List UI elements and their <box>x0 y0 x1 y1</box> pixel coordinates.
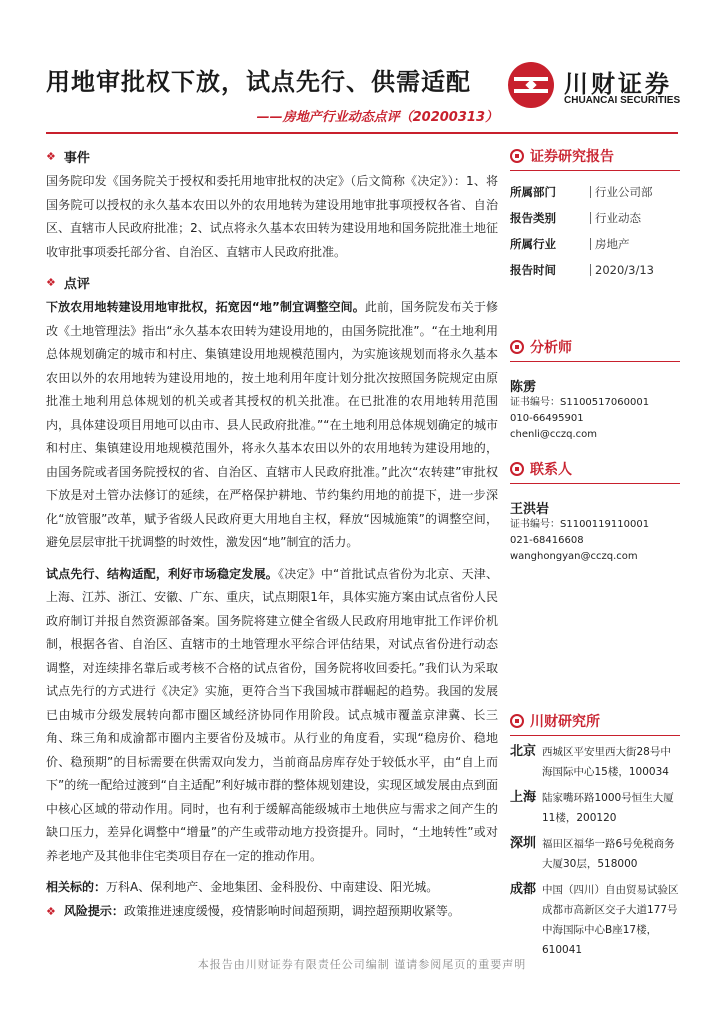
institute-heading-label: 川财研究所 <box>530 714 600 730</box>
report-icon <box>510 149 524 163</box>
contact-phone: 021-68416608 <box>510 535 584 546</box>
office-city: 成都 <box>510 882 537 897</box>
report-info-heading-label: 证券研究报告 <box>530 149 614 165</box>
risk-label: 风险提示： <box>63 903 124 918</box>
risk-text: 政策推进速度缓慢，疫情影响时间超预期，调控超预期收紧等。 <box>123 903 460 918</box>
sidebar <box>510 146 680 960</box>
report-info-list <box>510 179 680 283</box>
contact-icon <box>510 462 524 476</box>
analyst-heading <box>510 337 680 357</box>
contact-name: 王洪岩 <box>510 502 550 517</box>
company-logo <box>508 62 681 108</box>
related-label: 相关标的： <box>46 880 107 894</box>
comment-p1-lead: 下放农用地转建设用地审批权，拓宽因“地”制宜调整空间。 <box>46 300 365 314</box>
office-address: 福田区福华一路6号免税商务大厦30层，518000 <box>542 838 675 870</box>
event-paragraph: 国务院印发《国务院关于授权和委托用地审批权的决定》（后文简称《决定》）：1、将国务院可以授权的永久基本农田以外的农用地转为建设用地审批事项授权各省、自治区、直辖市人民政府批准；2、试点将永久基本农田转为建设用地和国务院批准土地征收审批事项委托部分省、自治区、直辖市人民政府批准。 <box>46 174 498 259</box>
info-row <box>510 231 680 257</box>
analyst-name: 陈雳 <box>510 380 537 395</box>
info-value: 房地产 <box>590 238 630 250</box>
comment-heading-label: 点评 <box>63 276 90 292</box>
office-city: 上海 <box>510 790 537 805</box>
logo-mark-icon <box>508 62 554 108</box>
analyst-heading-label: 分析师 <box>530 340 572 356</box>
comment-paragraph-1 <box>46 296 498 555</box>
analyst-phone: 010-66495901 <box>510 413 584 424</box>
analyst-email[interactable]: chenli@cczq.com <box>510 429 598 440</box>
comment-paragraph-2 <box>46 563 498 869</box>
diamond-bullet-icon: ❖ <box>46 275 56 289</box>
related-stocks <box>46 876 498 900</box>
contact-heading-label: 联系人 <box>530 462 572 478</box>
diamond-bullet-icon: ❖ <box>46 149 56 163</box>
report-subtitle: ——房地产行业动态点评（20200313） <box>256 110 498 125</box>
info-key: 报告类别 <box>510 211 556 225</box>
footer-disclaimer: 本报告由川财证券有限责任公司编制 谨请参阅尾页的重要声明 <box>197 958 527 971</box>
report-title: 用地审批权下放，试点先行、供需适配 <box>46 67 471 96</box>
related-list: 万科A、保利地产、金地集团、金科股份、中南建设、阳光城。 <box>106 880 439 894</box>
comment-heading <box>46 272 498 292</box>
analyst-icon <box>510 340 524 354</box>
office-entry <box>510 880 680 960</box>
comment-p2-body: 《决定》中“首批试点省份为北京、天津、上海、江苏、浙江、安徽、广东、重庆，试点期限1年，具体实施方案由试点省份人民政府制订并报自然资源部备案。国务院将建立健全省级人民政府用地审批工作评价机制，根据各省、自治区、直辖市的土地管理水平综合评估结果，对试点省份进行动态调整，对连续排名靠后或考核不合格的试点省份，国务院将收回委托。”我们认为采取试点先行的方式进行《决定》实施，更符合当下我国城市群崛起的趋势。我国的发展已由城市分级发展转向都市圈区域经济协同作用阶段。试点城市覆盖京津冀、长三角、珠三角和成渝都市圈内主要省份及城市。从行业的角度看，实现“稳房价、稳地价、稳预期”的目标需要在供需双向发力，当前商品房库存处于较低水平，由“自上而下”的统一配给过渡到“自主适配”利好城市群的整体规划建设，实现区域发展由点到面中核心区域的带动作用。同时，也有利于缓解高能级城市土地供应与需求之间产生的缺口压力，差异化调整中“增量”的产生或带动地方投资提升。同时，“土地转性”或对养老地产及其他非住宅类项目存在一定的推动作用。 <box>46 566 498 863</box>
info-value: 行业动态 <box>590 212 641 224</box>
contact-heading <box>510 459 680 479</box>
office-entry <box>510 834 680 874</box>
info-key: 所属部门 <box>510 185 556 199</box>
info-key: 所属行业 <box>510 237 556 251</box>
info-value: 2020/3/13 <box>590 264 654 276</box>
institute-heading <box>510 711 680 731</box>
header-divider <box>46 132 678 134</box>
comment-p2-lead: 试点先行、结构适配，利好市场稳定发展。 <box>46 566 278 581</box>
institute-icon <box>510 714 524 728</box>
diamond-bullet-icon: ❖ <box>46 904 56 918</box>
info-row <box>510 205 680 231</box>
info-key: 报告时间 <box>510 263 556 277</box>
analyst-cert: 证书编号：S1100517060001 <box>510 397 650 408</box>
sidebar-divider <box>510 483 680 484</box>
sidebar-divider <box>510 361 680 362</box>
office-city: 北京 <box>510 744 537 759</box>
report-info-heading <box>510 146 680 166</box>
office-entry <box>510 742 680 782</box>
comment-p1-body: 此前，国务院发布关于修改《土地管理法》指出“永久基本农田转为建设用地的，由国务院批准”。“在土地利用总体规划确定的城市和村庄、集镇建设用地规模范围内，为实施该规划而将永久基本农田以外的农用地转为建设用地的，按土地利用年度计划分批次按照国务院规定由原批准土地利用总体规划的机关或者其授权的机关批准。在已批准的农用地转用范围内，具体建设项目用地可以由市、县人民政府批准。”“在土地利用总体规划确定的城市和村庄、集镇建设用地规模范围外，将永久基本农田以外的农用地转为建设用地的，由国务院或者国务院授权的省、自治区、直辖市人民政府批准。”此次“农转建”审批权下放是对土管办法修订的延续，在严格保护耕地、节约集约用地的前提下，进一步深化“放管服”改革，赋予省级人民政府更大用地自主权，释放“因城施策”的调整空间，避免层层审批干扰调整的时效性，激发因“地”制宜的活力。 <box>46 300 498 549</box>
event-heading-label: 事件 <box>63 150 90 166</box>
logo-en-text: CHUANCAI SECURITIES <box>564 95 681 106</box>
contact-email[interactable]: wanghongyan@cczq.com <box>510 551 638 562</box>
info-row <box>510 257 680 283</box>
info-value: 行业公司部 <box>590 186 653 198</box>
office-entry <box>510 788 680 828</box>
office-address: 中国（四川）自由贸易试验区成都市高新区交子大道177号中海国际中心B座17楼，610041 <box>542 884 679 956</box>
sidebar-divider <box>510 170 680 171</box>
office-address: 陆家嘴环路1000号恒生大厦11楼，200120 <box>542 792 674 824</box>
contact-cert: 证书编号：S1100119110001 <box>510 519 650 530</box>
office-city: 深圳 <box>510 836 537 851</box>
info-row <box>510 179 680 205</box>
office-address: 西城区平安里西大街28号中海国际中心15楼，100034 <box>542 746 671 778</box>
sidebar-divider <box>510 735 680 736</box>
event-heading <box>46 146 498 166</box>
logo-cn-text: 川财证券 <box>564 70 672 98</box>
risk-warning <box>46 900 498 924</box>
main-content <box>46 146 498 923</box>
